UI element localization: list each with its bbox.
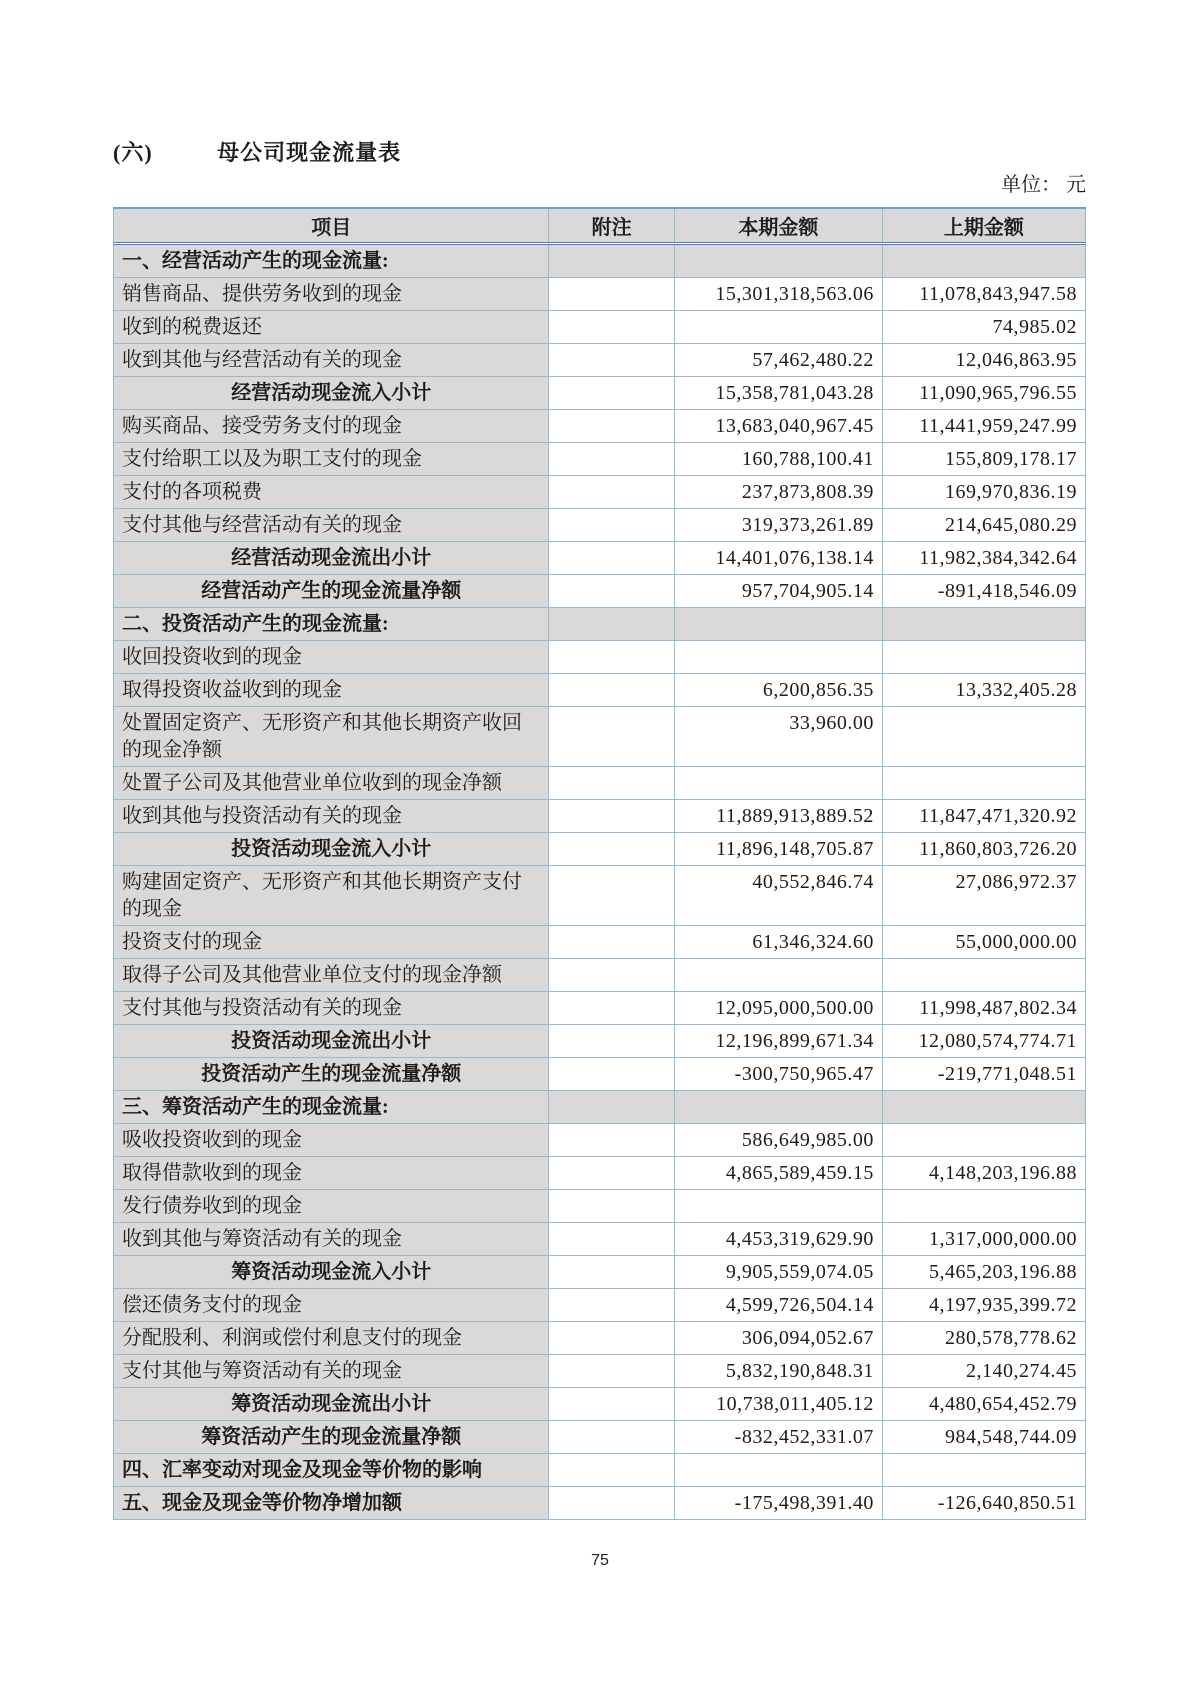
- prior-amount-cell: 4,197,935,399.72: [882, 1289, 1085, 1322]
- note-cell: [549, 959, 674, 992]
- note-cell: [549, 674, 674, 707]
- prior-amount-cell: [882, 608, 1085, 641]
- current-amount-cell: 12,095,000,500.00: [674, 992, 882, 1025]
- table-row: [114, 377, 1086, 410]
- item-cell: 三、筹资活动产生的现金流量:: [114, 1091, 549, 1124]
- note-cell: [549, 608, 674, 641]
- current-amount-cell: 11,896,148,705.87: [674, 833, 882, 866]
- item-cell: 经营活动现金流入小计: [114, 377, 549, 410]
- table-row: [114, 926, 1086, 959]
- table-row: [114, 992, 1086, 1025]
- note-cell: [549, 1025, 674, 1058]
- prior-amount-cell: [882, 641, 1085, 674]
- prior-amount-cell: 11,998,487,802.34: [882, 992, 1085, 1025]
- note-cell: [549, 866, 674, 926]
- note-cell: [549, 800, 674, 833]
- current-amount-cell: 13,683,040,967.45: [674, 410, 882, 443]
- prior-amount-cell: 27,086,972.37: [882, 866, 1085, 926]
- current-amount-cell: 237,873,808.39: [674, 476, 882, 509]
- note-cell: [549, 1058, 674, 1091]
- prior-amount-cell: [882, 1190, 1085, 1223]
- table-header-row: [114, 208, 1086, 244]
- item-cell: 处置子公司及其他营业单位收到的现金净额: [114, 767, 549, 800]
- section-number: (六): [113, 140, 153, 165]
- prior-amount-cell: 2,140,274.45: [882, 1355, 1085, 1388]
- prior-amount-cell: 155,809,178.17: [882, 443, 1085, 476]
- note-cell: [549, 1124, 674, 1157]
- current-amount-cell: 10,738,011,405.12: [674, 1388, 882, 1421]
- item-cell: 收到其他与筹资活动有关的现金: [114, 1223, 549, 1256]
- column-header-note: 附注: [549, 208, 674, 244]
- table-row: [114, 509, 1086, 542]
- table-row: [114, 1355, 1086, 1388]
- table-row: [114, 1388, 1086, 1421]
- table-row: [114, 1421, 1086, 1454]
- table-row: [114, 344, 1086, 377]
- current-amount-cell: 57,462,480.22: [674, 344, 882, 377]
- table-row: [114, 800, 1086, 833]
- table-row: [114, 866, 1086, 926]
- current-amount-cell: [674, 1190, 882, 1223]
- table-row: [114, 575, 1086, 608]
- current-amount-cell: -300,750,965.47: [674, 1058, 882, 1091]
- table-body: [114, 244, 1086, 1520]
- item-cell: 取得借款收到的现金: [114, 1157, 549, 1190]
- note-cell: [549, 509, 674, 542]
- note-cell: [549, 1388, 674, 1421]
- item-cell: 投资活动产生的现金流量净额: [114, 1058, 549, 1091]
- current-amount-cell: -175,498,391.40: [674, 1487, 882, 1520]
- table-row: [114, 1223, 1086, 1256]
- table-row: [114, 1256, 1086, 1289]
- table-row: [114, 767, 1086, 800]
- prior-amount-cell: 169,970,836.19: [882, 476, 1085, 509]
- current-amount-cell: 4,865,589,459.15: [674, 1157, 882, 1190]
- note-cell: [549, 311, 674, 344]
- item-cell: 支付的各项税费: [114, 476, 549, 509]
- current-amount-cell: [674, 767, 882, 800]
- prior-amount-cell: [882, 1091, 1085, 1124]
- note-cell: [549, 992, 674, 1025]
- note-cell: [549, 707, 674, 767]
- current-amount-cell: [674, 1454, 882, 1487]
- current-amount-cell: 40,552,846.74: [674, 866, 882, 926]
- item-cell: 二、投资活动产生的现金流量:: [114, 608, 549, 641]
- item-cell: 收回投资收到的现金: [114, 641, 549, 674]
- table-row: [114, 1454, 1086, 1487]
- prior-amount-cell: 11,441,959,247.99: [882, 410, 1085, 443]
- note-cell: [549, 926, 674, 959]
- prior-amount-cell: 4,148,203,196.88: [882, 1157, 1085, 1190]
- item-cell: 四、汇率变动对现金及现金等价物的影响: [114, 1454, 549, 1487]
- prior-amount-cell: 984,548,744.09: [882, 1421, 1085, 1454]
- item-cell: 购建固定资产、无形资产和其他长期资产支付的现金: [114, 866, 549, 926]
- item-cell: 筹资活动产生的现金流量净额: [114, 1421, 549, 1454]
- prior-amount-cell: 12,046,863.95: [882, 344, 1085, 377]
- table-row: [114, 542, 1086, 575]
- note-cell: [549, 641, 674, 674]
- current-amount-cell: 6,200,856.35: [674, 674, 882, 707]
- note-cell: [549, 1421, 674, 1454]
- item-cell: 取得子公司及其他营业单位支付的现金净额: [114, 959, 549, 992]
- note-cell: [549, 1355, 674, 1388]
- table-row: [114, 1190, 1086, 1223]
- item-cell: 吸收投资收到的现金: [114, 1124, 549, 1157]
- item-cell: 投资支付的现金: [114, 926, 549, 959]
- column-header-item: 项目: [114, 208, 549, 244]
- current-amount-cell: 11,889,913,889.52: [674, 800, 882, 833]
- current-amount-cell: 9,905,559,074.05: [674, 1256, 882, 1289]
- prior-amount-cell: [882, 1124, 1085, 1157]
- note-cell: [549, 278, 674, 311]
- table-row: [114, 833, 1086, 866]
- note-cell: [549, 1190, 674, 1223]
- prior-amount-cell: [882, 707, 1085, 767]
- prior-amount-cell: -126,640,850.51: [882, 1487, 1085, 1520]
- table-row: [114, 1322, 1086, 1355]
- section-heading: [113, 136, 401, 167]
- column-header-current-amount: 本期金额: [674, 208, 882, 244]
- table-row: [114, 1487, 1086, 1520]
- prior-amount-cell: 74,985.02: [882, 311, 1085, 344]
- item-cell: 经营活动产生的现金流量净额: [114, 575, 549, 608]
- table-row: [114, 1289, 1086, 1322]
- note-cell: [549, 1322, 674, 1355]
- prior-amount-cell: 11,860,803,726.20: [882, 833, 1085, 866]
- item-cell: 收到其他与经营活动有关的现金: [114, 344, 549, 377]
- item-cell: 五、现金及现金等价物净增加额: [114, 1487, 549, 1520]
- current-amount-cell: 61,346,324.60: [674, 926, 882, 959]
- current-amount-cell: 160,788,100.41: [674, 443, 882, 476]
- note-cell: [549, 833, 674, 866]
- item-cell: 投资活动现金流入小计: [114, 833, 549, 866]
- note-cell: [549, 767, 674, 800]
- item-cell: 筹资活动现金流入小计: [114, 1256, 549, 1289]
- page-title: 母公司现金流量表: [217, 140, 402, 165]
- prior-amount-cell: 11,982,384,342.64: [882, 542, 1085, 575]
- prior-amount-cell: 55,000,000.00: [882, 926, 1085, 959]
- item-cell: 支付其他与经营活动有关的现金: [114, 509, 549, 542]
- table-row: [114, 244, 1086, 278]
- current-amount-cell: 586,649,985.00: [674, 1124, 882, 1157]
- current-amount-cell: 33,960.00: [674, 707, 882, 767]
- item-cell: 一、经营活动产生的现金流量:: [114, 244, 549, 278]
- prior-amount-cell: 5,465,203,196.88: [882, 1256, 1085, 1289]
- note-cell: [549, 1157, 674, 1190]
- note-cell: [549, 575, 674, 608]
- prior-amount-cell: 280,578,778.62: [882, 1322, 1085, 1355]
- table-row: [114, 278, 1086, 311]
- table-row: [114, 1124, 1086, 1157]
- current-amount-cell: 957,704,905.14: [674, 575, 882, 608]
- item-cell: 购买商品、接受劳务支付的现金: [114, 410, 549, 443]
- prior-amount-cell: 11,078,843,947.58: [882, 278, 1085, 311]
- table-row: [114, 311, 1086, 344]
- table-row: [114, 707, 1086, 767]
- item-cell: 发行债券收到的现金: [114, 1190, 549, 1223]
- item-cell: 偿还债务支付的现金: [114, 1289, 549, 1322]
- current-amount-cell: 15,358,781,043.28: [674, 377, 882, 410]
- prior-amount-cell: 1,317,000,000.00: [882, 1223, 1085, 1256]
- note-cell: [549, 1256, 674, 1289]
- current-amount-cell: [674, 311, 882, 344]
- note-cell: [549, 1091, 674, 1124]
- prior-amount-cell: 214,645,080.29: [882, 509, 1085, 542]
- cash-flow-statement-table: [113, 207, 1086, 1520]
- prior-amount-cell: [882, 959, 1085, 992]
- table-row: [114, 476, 1086, 509]
- note-cell: [549, 410, 674, 443]
- current-amount-cell: -832,452,331.07: [674, 1421, 882, 1454]
- current-amount-cell: 319,373,261.89: [674, 509, 882, 542]
- note-cell: [549, 1223, 674, 1256]
- item-cell: 分配股利、利润或偿付利息支付的现金: [114, 1322, 549, 1355]
- prior-amount-cell: -219,771,048.51: [882, 1058, 1085, 1091]
- current-amount-cell: 14,401,076,138.14: [674, 542, 882, 575]
- table-row: [114, 410, 1086, 443]
- prior-amount-cell: 4,480,654,452.79: [882, 1388, 1085, 1421]
- prior-amount-cell: 11,847,471,320.92: [882, 800, 1085, 833]
- prior-amount-cell: -891,418,546.09: [882, 575, 1085, 608]
- item-cell: 支付其他与筹资活动有关的现金: [114, 1355, 549, 1388]
- current-amount-cell: [674, 1091, 882, 1124]
- prior-amount-cell: 11,090,965,796.55: [882, 377, 1085, 410]
- current-amount-cell: 15,301,318,563.06: [674, 278, 882, 311]
- current-amount-cell: [674, 641, 882, 674]
- item-cell: 经营活动现金流出小计: [114, 542, 549, 575]
- unit-label: 单位： 元: [1001, 174, 1086, 196]
- current-amount-cell: [674, 608, 882, 641]
- column-header-prior-amount: 上期金额: [882, 208, 1085, 244]
- current-amount-cell: 12,196,899,671.34: [674, 1025, 882, 1058]
- table-row: [114, 1157, 1086, 1190]
- table-row: [114, 608, 1086, 641]
- item-cell: 收到其他与投资活动有关的现金: [114, 800, 549, 833]
- note-cell: [549, 542, 674, 575]
- prior-amount-cell: [882, 767, 1085, 800]
- table-row: [114, 1058, 1086, 1091]
- current-amount-cell: 5,832,190,848.31: [674, 1355, 882, 1388]
- table-row: [114, 641, 1086, 674]
- current-amount-cell: 4,453,319,629.90: [674, 1223, 882, 1256]
- prior-amount-cell: 13,332,405.28: [882, 674, 1085, 707]
- current-amount-cell: [674, 244, 882, 278]
- table-row: [114, 959, 1086, 992]
- current-amount-cell: [674, 959, 882, 992]
- item-cell: 支付给职工以及为职工支付的现金: [114, 443, 549, 476]
- note-cell: [549, 377, 674, 410]
- note-cell: [549, 1487, 674, 1520]
- page-number: 75: [591, 1552, 609, 1569]
- item-cell: 筹资活动现金流出小计: [114, 1388, 549, 1421]
- table-row: [114, 1091, 1086, 1124]
- note-cell: [549, 244, 674, 278]
- table-row: [114, 443, 1086, 476]
- note-cell: [549, 1289, 674, 1322]
- item-cell: 处置固定资产、无形资产和其他长期资产收回的现金净额: [114, 707, 549, 767]
- item-cell: 支付其他与投资活动有关的现金: [114, 992, 549, 1025]
- table-row: [114, 1025, 1086, 1058]
- note-cell: [549, 344, 674, 377]
- note-cell: [549, 443, 674, 476]
- note-cell: [549, 476, 674, 509]
- item-cell: 投资活动现金流出小计: [114, 1025, 549, 1058]
- item-cell: 取得投资收益收到的现金: [114, 674, 549, 707]
- note-cell: [549, 1454, 674, 1487]
- prior-amount-cell: [882, 244, 1085, 278]
- current-amount-cell: 306,094,052.67: [674, 1322, 882, 1355]
- item-cell: 销售商品、提供劳务收到的现金: [114, 278, 549, 311]
- prior-amount-cell: [882, 1454, 1085, 1487]
- table-row: [114, 674, 1086, 707]
- current-amount-cell: 4,599,726,504.14: [674, 1289, 882, 1322]
- prior-amount-cell: 12,080,574,774.71: [882, 1025, 1085, 1058]
- item-cell: 收到的税费返还: [114, 311, 549, 344]
